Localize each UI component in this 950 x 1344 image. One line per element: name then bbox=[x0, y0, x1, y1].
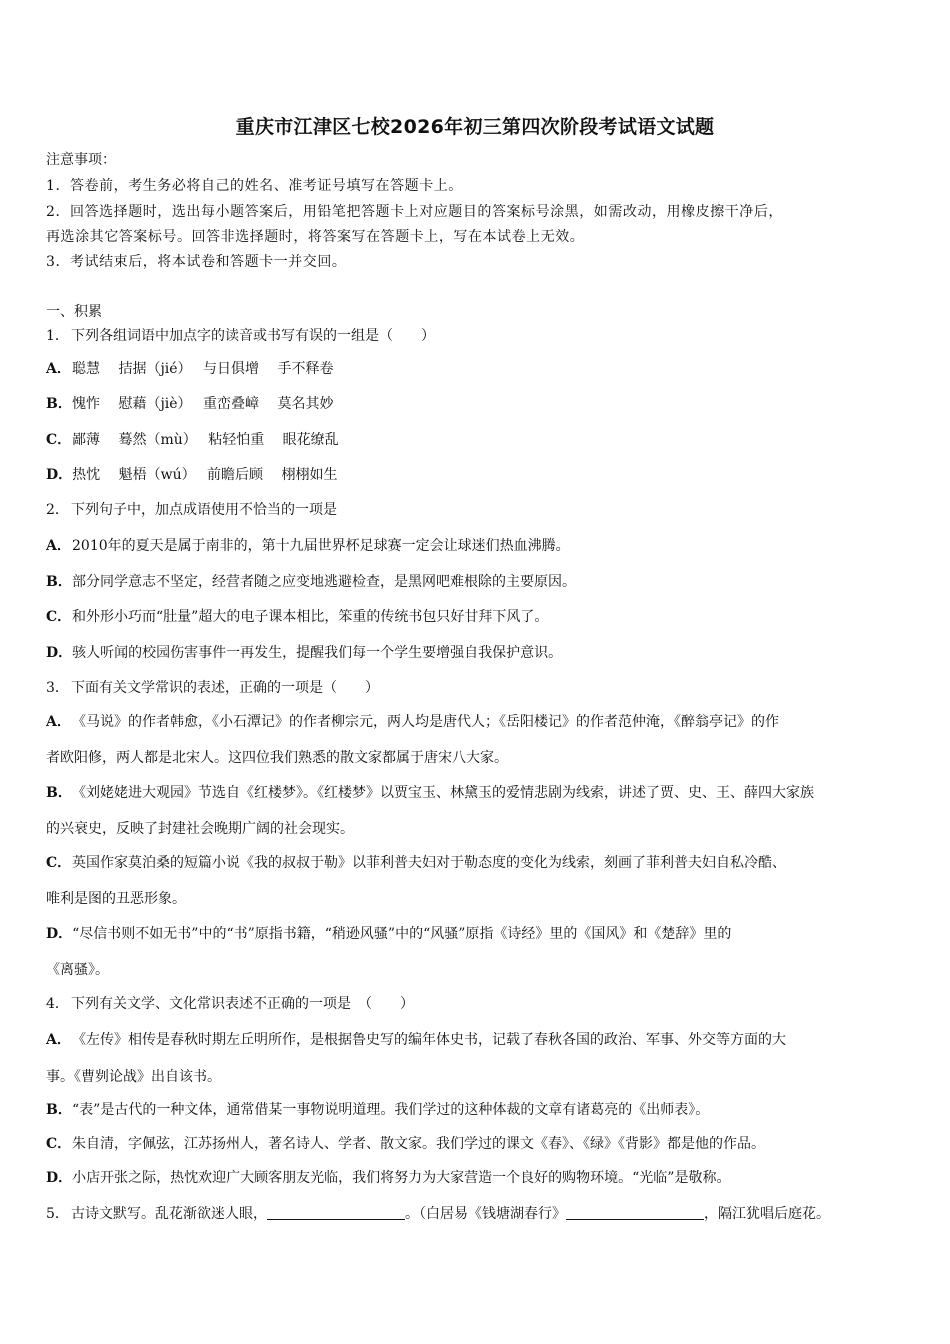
question-3-stem bbox=[46, 678, 379, 698]
option-label: B． bbox=[46, 574, 72, 590]
option-label: D． bbox=[46, 926, 73, 942]
option-text: 小店开张之际，热忱欢迎广大顾客朋友光临，我们将努力为大家营造一个良好的购物环境。“光临”是敬称。 bbox=[72, 1170, 731, 1186]
option-text: 英国作家莫泊桑的短篇小说《我的叔叔于勒》以菲利普夫妇对于勒态度的变化为线索，刻画了菲利普夫妇自私冷酷、 bbox=[72, 855, 786, 871]
q4-option-a bbox=[46, 1030, 786, 1050]
option-label: B． bbox=[46, 785, 72, 801]
option-text: 热忱 魁梧（wú） 前瞻后顾 栩栩如生 bbox=[72, 467, 338, 483]
question-text: 下列句子中，加点成语使用不恰当的一项是 bbox=[71, 502, 337, 518]
option-text: 骇人听闻的校园伤害事件一再发生，提醒我们每一个学生要增强自我保护意识。 bbox=[72, 645, 563, 661]
option-label: B． bbox=[46, 396, 72, 412]
notice-item-3: 3．考试结束后，将本试卷和答题卡一并交回。 bbox=[46, 254, 347, 270]
question-1-stem bbox=[46, 326, 435, 346]
option-text: 聪慧 拮据（jié） 与日俱增 手不释卷 bbox=[72, 361, 334, 377]
option-label: D． bbox=[46, 1170, 73, 1186]
q3-option-b bbox=[46, 783, 814, 803]
option-text: 2010年的夏天是属于南非的，第十九届世界杯足球赛一定会让球迷们热血沸腾。 bbox=[72, 538, 570, 554]
option-label: C． bbox=[46, 432, 72, 448]
question-number: 2． bbox=[46, 502, 69, 518]
option-label: C． bbox=[46, 609, 72, 625]
option-label: D． bbox=[46, 645, 73, 661]
q4-option-b bbox=[46, 1100, 709, 1120]
answer-blank[interactable] bbox=[566, 1205, 704, 1220]
q2-option-a bbox=[46, 536, 570, 556]
question-text: 古诗文默写。乱花渐欲迷人眼， bbox=[71, 1206, 267, 1222]
q1-option-b bbox=[46, 394, 333, 414]
option-label: A． bbox=[46, 714, 71, 730]
q4-option-c bbox=[46, 1134, 765, 1154]
q1-option-d bbox=[46, 465, 338, 485]
option-text: 愧怍 慰藉（jiè） 重峦叠嶂 莫名其妙 bbox=[72, 396, 334, 412]
notice-item-2: 2．回答选择题时，选出每小题答案后，用铅笔把答题卡上对应题目的答案标号涂黑，如需改动，用橡皮擦干净后， bbox=[46, 204, 783, 220]
q3-option-a-continued: 者欧阳修，两人都是北宋人。这四位我们熟悉的散文家都属于唐宋八大家。 bbox=[46, 750, 508, 766]
question-text: 下面有关文学常识的表述，正确的一项是（ ） bbox=[71, 680, 379, 696]
question-4-stem bbox=[46, 994, 414, 1014]
q3-option-d-continued: 《离骚》。 bbox=[46, 962, 109, 978]
option-text: 鄙薄 蓦然（mù） 粘轻怕重 眼花缭乱 bbox=[72, 432, 339, 448]
question-number: 1． bbox=[46, 328, 69, 344]
q3-option-c bbox=[46, 853, 786, 873]
option-label: D． bbox=[46, 467, 73, 483]
q4-option-a-continued: 事。《曹刿论战》出自该书。 bbox=[46, 1069, 221, 1085]
q1-option-c bbox=[46, 430, 339, 450]
q3-option-a bbox=[46, 712, 779, 732]
notice-heading: 注意事项： bbox=[46, 152, 116, 168]
q2-option-c bbox=[46, 607, 548, 627]
option-text: 和外形小巧而“肚量”超大的电子课本相比，笨重的传统书包只好甘拜下风了。 bbox=[72, 609, 549, 625]
option-label: B． bbox=[46, 1102, 72, 1118]
q1-option-a bbox=[46, 359, 333, 379]
question-2-stem bbox=[46, 500, 337, 520]
q3-option-b-continued: 的兴衰史，反映了封建社会晚期广阔的社会现实。 bbox=[46, 821, 354, 837]
notice-item-1: 1．答卷前，考生务必将自己的姓名、准考证号填写在答题卡上。 bbox=[46, 178, 463, 194]
option-label: A． bbox=[46, 361, 71, 377]
q2-option-b bbox=[46, 572, 576, 592]
question-text: 下列各组词语中加点字的读音或书写有误的一组是（ ） bbox=[71, 328, 435, 344]
q3-option-d bbox=[46, 924, 731, 944]
q4-option-d bbox=[46, 1168, 730, 1188]
page-title: 重庆市江津区七校2026年初三第四次阶段考试语文试题 bbox=[235, 116, 715, 138]
option-label: A． bbox=[46, 538, 71, 554]
question-number: 4． bbox=[46, 996, 69, 1012]
option-label: A． bbox=[46, 1032, 71, 1048]
option-text: 朱自清，字佩弦，江苏扬州人，著名诗人、学者、散文家。我们学过的课文《春》、《绿》《背影》都是他的作品。 bbox=[72, 1136, 765, 1152]
question-text-continued: 。（白居易《钱塘湖春行》 bbox=[405, 1206, 566, 1222]
option-label: C． bbox=[46, 855, 72, 871]
option-text: 《左传》相传是春秋时期左丘明所作，是根据鲁史写的编年体史书，记载了春秋各国的政治、军事、外交等方面的大 bbox=[72, 1032, 786, 1048]
option-text: 《刘姥姥进大观园》节选自《红楼梦》。《红楼梦》以贾宝玉、林黛玉的爱情悲剧为线索，讲述了贾、史、王、薛四大家族 bbox=[72, 785, 814, 801]
answer-blank[interactable] bbox=[267, 1205, 405, 1220]
question-number: 3． bbox=[46, 680, 69, 696]
question-text-end: ，隔江犹唱后庭花。 bbox=[704, 1206, 830, 1222]
question-text: 下列有关文学、文化常识表述不正确的一项是 （ ） bbox=[71, 996, 414, 1012]
option-text: 《马说》的作者韩愈，《小石潭记》的作者柳宗元，两人均是唐代人；《岳阳楼记》的作者范仲淹，《醉翁亭记》的作 bbox=[72, 714, 779, 730]
q2-option-d bbox=[46, 643, 562, 663]
option-text: 部分同学意志不坚定，经营者随之应变地逃避检查，是黑网吧难根除的主要原因。 bbox=[72, 574, 576, 590]
notice-item-2-continued: 再选涂其它答案标号。回答非选择题时，将答案写在答题卡上，写在本试卷上无效。 bbox=[46, 229, 585, 245]
option-text: “表”是古代的一种文体，通常借某一事物说明道理。我们学过的这种体裁的文章有诸葛亮的《出师表》。 bbox=[72, 1102, 710, 1118]
question-number: 5． bbox=[46, 1206, 69, 1222]
q3-option-c-continued: 唯利是图的丑恶形象。 bbox=[46, 891, 186, 907]
option-label: C． bbox=[46, 1136, 72, 1152]
question-5 bbox=[46, 1204, 830, 1224]
option-text: “尽信书则不如无书”中的“书”原指书籍，“稍逊风骚”中的“风骚”原指《诗经》里的《国风》和《楚辞》里的 bbox=[72, 926, 732, 942]
section-heading: 一、积累 bbox=[46, 304, 102, 320]
